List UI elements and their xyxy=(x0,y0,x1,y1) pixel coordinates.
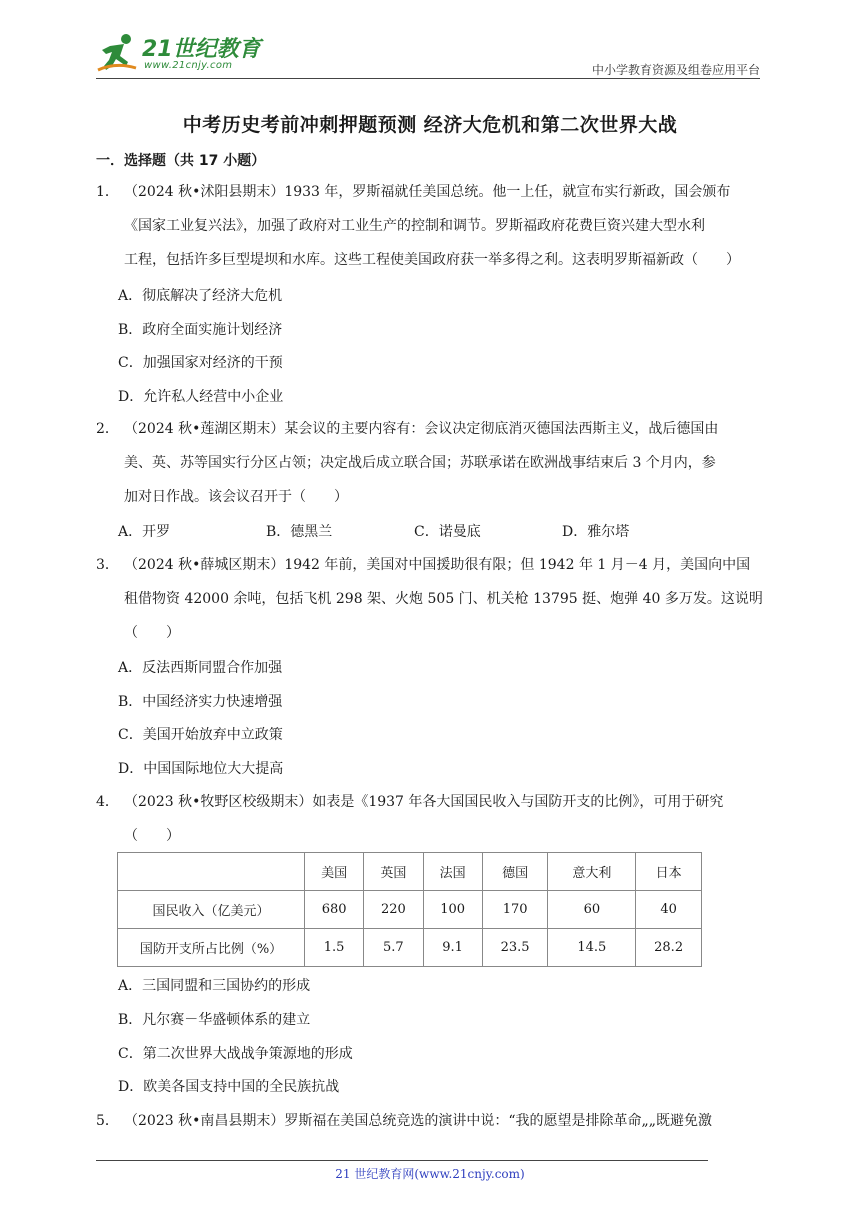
option-c: C．美国开始放弃中立政策 xyxy=(118,727,283,743)
question-text-line: 加对日作战。该会议召开于（ ） xyxy=(124,489,348,505)
logo-url: www.21cnjy.com xyxy=(144,60,233,71)
question-number: 2． xyxy=(96,421,119,437)
question-text-line: （2023 秋•南昌县期末）罗斯福在美国总统竞选的演讲中说：“我的愿望是排除革命„„既避免激 xyxy=(124,1113,712,1129)
option-b: B．凡尔赛－华盛顿体系的建立 xyxy=(118,1012,311,1028)
option-b: B．中国经济实力快速增强 xyxy=(118,694,283,710)
option-d: D．雅尔塔 xyxy=(562,524,630,540)
question-text-line: （2024 秋•莲湖区期末）某会议的主要内容有：会议决定彻底消灭德国法西斯主义，战后德国由 xyxy=(124,421,719,437)
question-2 xyxy=(96,412,764,514)
question-text-line: （ ） xyxy=(124,625,180,641)
table-header-row xyxy=(118,853,702,891)
table-header-cell: 法国 xyxy=(423,853,482,891)
option-b: B．德黑兰 xyxy=(266,524,333,540)
question-number: 4． xyxy=(96,794,119,810)
footer-text: 21 世纪教育网(www.21cnjy.com) xyxy=(335,1167,525,1181)
table-cell: 1.5 xyxy=(305,929,364,967)
option-d: D．允许私人经营中小企业 xyxy=(118,389,284,405)
question-text-line: （ ） xyxy=(124,828,180,844)
question-text-line: （2023 秋•牧野区校级期末）如表是《1937 年各大国国民收入与国防开支的比例》，可用于研究 xyxy=(124,794,724,810)
question-text-line: 美、英、苏等国实行分区占领；决定战后成立联合国；苏联承诺在欧洲战事结束后 3 个月内，参 xyxy=(124,455,716,471)
page-title: 中考历史考前冲刺押题预测 经济大危机和第二次世界大战 xyxy=(182,114,678,136)
page-header xyxy=(96,30,760,80)
table-cell: 23.5 xyxy=(482,929,548,967)
question-text-line: 《国家工业复兴法》，加强了政府对工业生产的控制和调节。罗斯福政府花费巨资兴建大型水利 xyxy=(124,218,705,234)
table-row xyxy=(118,891,702,929)
option-c: C．第二次世界大战战争策源地的形成 xyxy=(118,1046,353,1062)
table-cell: 170 xyxy=(482,891,548,929)
options-row xyxy=(118,522,710,542)
option-d: D．欧美各国支持中国的全民族抗战 xyxy=(118,1079,340,1095)
option-b: B．政府全面实施计划经济 xyxy=(118,322,283,338)
table-cell: 220 xyxy=(364,891,423,929)
table-cell: 680 xyxy=(305,891,364,929)
table-cell: 9.1 xyxy=(423,929,482,967)
option-c: C．诺曼底 xyxy=(414,524,481,540)
table-row xyxy=(118,929,702,967)
option-a: A．反法西斯同盟合作加强 xyxy=(118,660,283,676)
option-a: A．三国同盟和三国协约的形成 xyxy=(118,978,311,994)
footer-divider xyxy=(96,1160,708,1161)
question-text-line: 租借物资 42000 余吨，包括飞机 298 架、火炮 505 门、机关枪 13795 挺、炮弹 40 多万发。这说明 xyxy=(124,591,763,607)
question-number: 1． xyxy=(96,184,119,200)
question-text-line: （2024 秋•沭阳县期末）1933 年，罗斯福就任美国总统。他一上任，就宣布实行新政，国会颁布 xyxy=(124,184,731,200)
table-cell: 28.2 xyxy=(636,929,702,967)
table-cell: 5.7 xyxy=(364,929,423,967)
question-4 xyxy=(96,785,764,853)
option-a: A．开罗 xyxy=(118,524,171,540)
question-number: 5． xyxy=(96,1113,119,1129)
question-text-line: 工程，包括许多巨型堤坝和水库。这些工程使美国政府获一举多得之利。这表明罗斯福新政（ ） xyxy=(124,252,740,268)
data-table xyxy=(117,852,702,967)
table-header-cell: 英国 xyxy=(364,853,423,891)
question-5 xyxy=(96,1104,764,1138)
platform-name: 中小学教育资源及组卷应用平台 xyxy=(591,63,760,77)
question-text-line: （2024 秋•薛城区期末）1942 年前，美国对中国援助很有限；但 1942 年 1 月－4 月，美国向中国 xyxy=(124,557,751,573)
section-heading: 一．选择题（共 17 小题） xyxy=(96,153,266,169)
logo-text: 21世纪教育 xyxy=(142,37,261,62)
question-1 xyxy=(96,175,764,277)
table-cell: 100 xyxy=(423,891,482,929)
table-cell: 14.5 xyxy=(548,929,636,967)
table-cell: 60 xyxy=(548,891,636,929)
runner-logo-icon xyxy=(96,32,140,74)
option-d: D．中国国际地位大大提高 xyxy=(118,761,284,777)
table-header-cell: 意大利 xyxy=(548,853,636,891)
table-header-cell: 美国 xyxy=(305,853,364,891)
header-divider xyxy=(96,78,760,79)
table-cell: 国防开支所占比例（%） xyxy=(118,929,305,967)
table-header-cell: 德国 xyxy=(482,853,548,891)
table-cell: 国民收入（亿美元） xyxy=(118,891,305,929)
question-3 xyxy=(96,548,764,650)
table-header-cell xyxy=(118,853,305,891)
table-header-cell: 日本 xyxy=(636,853,702,891)
question-number: 3． xyxy=(96,557,119,573)
logo xyxy=(96,30,266,76)
option-c: C．加强国家对经济的干预 xyxy=(118,355,283,371)
option-a: A．彻底解决了经济大危机 xyxy=(118,288,283,304)
table-cell: 40 xyxy=(636,891,702,929)
